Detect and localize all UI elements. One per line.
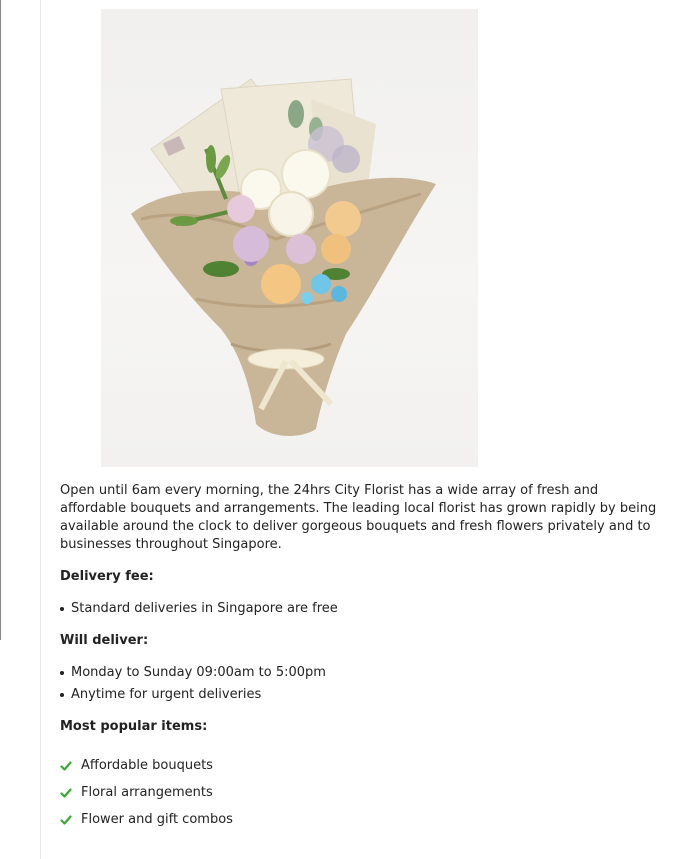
list-item <box>60 752 660 779</box>
list-item <box>60 779 660 806</box>
will-deliver-list <box>60 662 660 706</box>
delivery-fee-heading: Delivery fee: <box>60 569 154 584</box>
bouquet-illustration <box>101 9 478 467</box>
list-item-label: Floral arrangements <box>81 785 213 800</box>
check-icon <box>60 760 72 772</box>
left-border-line <box>0 0 1 640</box>
content-text <box>60 482 660 833</box>
popular-items-list <box>60 752 660 833</box>
bouquet-photo <box>101 9 478 467</box>
delivery-fee-list <box>60 598 660 620</box>
list-item-label: Affordable bouquets <box>81 758 213 773</box>
content-border-line <box>40 0 41 859</box>
list-item: Monday to Sunday 09:00am to 5:00pm <box>60 662 660 684</box>
list-item <box>60 806 660 833</box>
intro-paragraph: Open until 6am every morning, the 24hrs City Florist has a wide array of fresh and affordable bouquets and arrangements. The leading local florist has grown rapidly by being available around the clock to deliver gorgeous bouquets and fresh flowers privately and to businesses throughout Singapore. <box>60 483 657 552</box>
list-item: Standard deliveries in Singapore are free <box>60 598 660 620</box>
popular-items-heading: Most popular items: <box>60 719 208 734</box>
will-deliver-heading: Will deliver: <box>60 633 149 648</box>
list-item-label: Flower and gift combos <box>81 812 233 827</box>
check-icon <box>60 814 72 826</box>
check-icon <box>60 787 72 799</box>
list-item: Anytime for urgent deliveries <box>60 684 660 706</box>
